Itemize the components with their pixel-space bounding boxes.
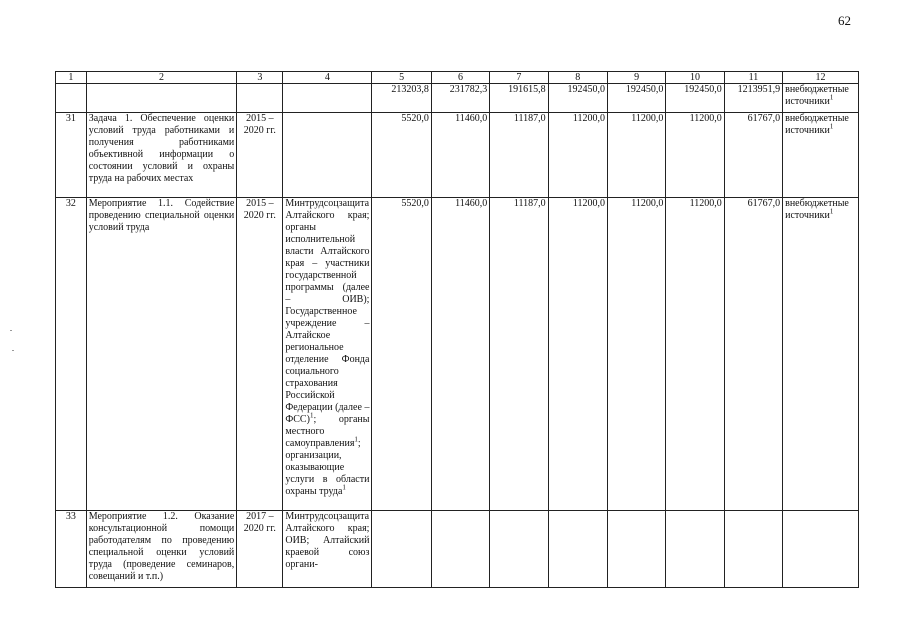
period: 2015 – 2020 гг. [237, 198, 283, 511]
value-cell: 11200,0 [607, 198, 665, 511]
funding-source [783, 511, 859, 588]
value-cell [724, 511, 782, 588]
value-cell: 11200,0 [548, 113, 607, 198]
funding-source [783, 198, 859, 511]
value-cell: 5520,0 [372, 198, 431, 511]
funding-source [783, 113, 859, 198]
executors: Минтрудсоцзащита Алтайского края; ОИВ; Алтайский краевой союз органи- [283, 511, 372, 588]
executors-text: Минтрудсоцзащита Алтайского края; органы исполнительной власти Алтайского края – участники государственной программы (далее – ОИВ); Государственное учреждение – Алтайское региональное отделение Фонда социального страхования Российской Федерации (далее – ФСС) [285, 198, 370, 425]
value-cell: 11187,0 [490, 113, 548, 198]
funding-source-text: внебюджетные источники [785, 198, 849, 221]
program-activities-table [55, 71, 859, 588]
footnote-marker: 1 [829, 207, 834, 216]
column-number: 7 [490, 72, 548, 84]
value-cell: 1213951,9 [724, 84, 782, 113]
page-number: 62 [838, 13, 851, 28]
column-number: 5 [372, 72, 431, 84]
footnote-marker: 1 [829, 93, 834, 102]
footnote-marker: 1 [354, 435, 358, 444]
value-cell: 191615,8 [490, 84, 548, 113]
value-cell: 61767,0 [724, 198, 782, 511]
scan-speck [12, 350, 14, 351]
column-number: 1 [56, 72, 87, 84]
value-cell: 192450,0 [607, 84, 665, 113]
value-cell: 11200,0 [666, 113, 724, 198]
value-cell [372, 511, 431, 588]
activity-name: Мероприятие 1.2. Оказание консультационной помощи работодателям по проведению специальной оценки условий труда (проведение семинаров, совещаний и т.п.) [86, 511, 237, 588]
row-number: 33 [56, 511, 87, 588]
funding-source-text: внебюджетные источники [785, 84, 849, 107]
executors [283, 113, 372, 198]
value-cell [548, 511, 607, 588]
funding-source-text: внебюджетные источники [785, 113, 849, 136]
row-number: 31 [56, 113, 87, 198]
table-row [56, 198, 859, 511]
executors-text: ; организации, оказывающие услуги в области охраны труда [285, 438, 370, 497]
column-number: 6 [431, 72, 489, 84]
value-cell: 213203,8 [372, 84, 431, 113]
value-cell [666, 511, 724, 588]
value-cell: 231782,3 [431, 84, 489, 113]
column-number: 9 [607, 72, 665, 84]
value-cell: 11187,0 [490, 198, 548, 511]
scan-speck [10, 330, 12, 331]
row-number [56, 84, 87, 113]
executors [283, 198, 372, 511]
column-number: 12 [783, 72, 859, 84]
value-cell [490, 511, 548, 588]
footnote-marker: 1 [309, 411, 314, 420]
activity-name: Мероприятие 1.1. Содействие проведению специальной оценки условий труда [86, 198, 237, 511]
value-cell: 11200,0 [548, 198, 607, 511]
activity-name: Задача 1. Обеспечение оценки условий труда работниками и получения работниками объективной информации о состоянии условий и охраны труда на рабочих местах [86, 113, 237, 198]
table-row [56, 511, 859, 588]
executors [283, 84, 372, 113]
funding-source [783, 84, 859, 113]
period: 2017 – 2020 гг. [237, 511, 283, 588]
value-cell [607, 511, 665, 588]
period: 2015 – 2020 гг. [237, 113, 283, 198]
column-number-row [56, 72, 859, 84]
value-cell: 11460,0 [431, 113, 489, 198]
value-cell: 192450,0 [548, 84, 607, 113]
footnote-marker: 1 [829, 122, 834, 131]
value-cell: 11200,0 [607, 113, 665, 198]
value-cell: 61767,0 [724, 113, 782, 198]
footnote-marker: 1 [342, 483, 346, 492]
value-cell: 11200,0 [666, 198, 724, 511]
value-cell: 5520,0 [372, 113, 431, 198]
executors-text: ; органы местного самоуправления [285, 414, 370, 449]
column-number: 4 [283, 72, 372, 84]
value-cell [431, 511, 489, 588]
column-number: 3 [237, 72, 283, 84]
column-number: 8 [548, 72, 607, 84]
table-row [56, 84, 859, 113]
column-number: 11 [724, 72, 782, 84]
table-row [56, 113, 859, 198]
activity-name [86, 84, 237, 113]
value-cell: 192450,0 [666, 84, 724, 113]
row-number: 32 [56, 198, 87, 511]
value-cell: 11460,0 [431, 198, 489, 511]
column-number: 2 [86, 72, 237, 84]
column-number: 10 [666, 72, 724, 84]
period [237, 84, 283, 113]
